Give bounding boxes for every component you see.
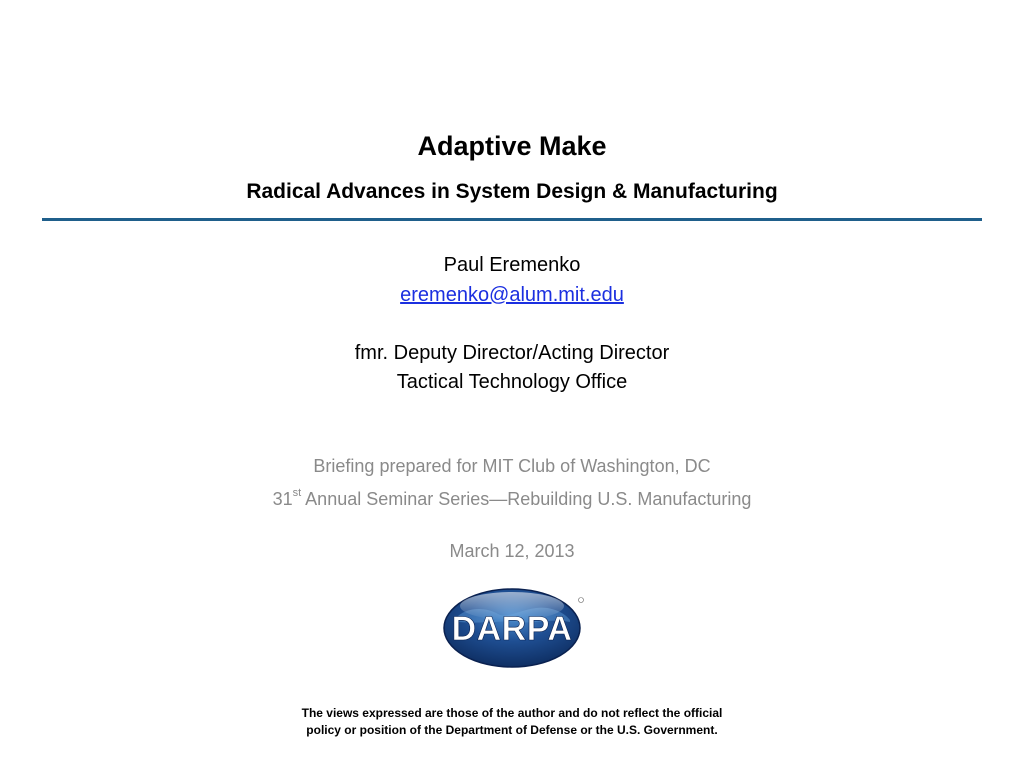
- slide-subtitle: Radical Advances in System Design & Manufacturing: [246, 180, 778, 203]
- seminar-series-text: Annual Seminar Series—Rebuilding U.S. Manufacturing: [301, 489, 752, 509]
- ordinal-number: 31: [272, 489, 293, 509]
- title-divider: [42, 218, 982, 221]
- briefing-date: March 12, 2013: [449, 541, 575, 561]
- logo-text: DARPA: [451, 610, 573, 648]
- email-link[interactable]: eremenko@alum.mit.edu: [400, 284, 624, 306]
- slide-title: Adaptive Make: [417, 131, 607, 161]
- briefing-line-2: [0, 485, 1024, 513]
- role-line-1: fmr. Deputy Director/Acting Director: [354, 342, 670, 364]
- email-line: [0, 280, 1024, 310]
- disclaimer-line-2: policy or position of the Department of Defense or the U.S. Government.: [306, 723, 718, 737]
- author-name: Paul Eremenko: [443, 254, 581, 276]
- ordinal-suffix: st: [292, 487, 302, 499]
- registered-mark-icon: [579, 598, 584, 603]
- role-line-2: Tactical Technology Office: [396, 371, 628, 393]
- disclaimer-line-1: The views expressed are those of the author and do not reflect the official: [301, 706, 723, 720]
- briefing-line-1: Briefing prepared for MIT Club of Washington, DC: [313, 456, 711, 476]
- darpa-logo: [440, 586, 588, 670]
- disclaimer: [0, 705, 1024, 739]
